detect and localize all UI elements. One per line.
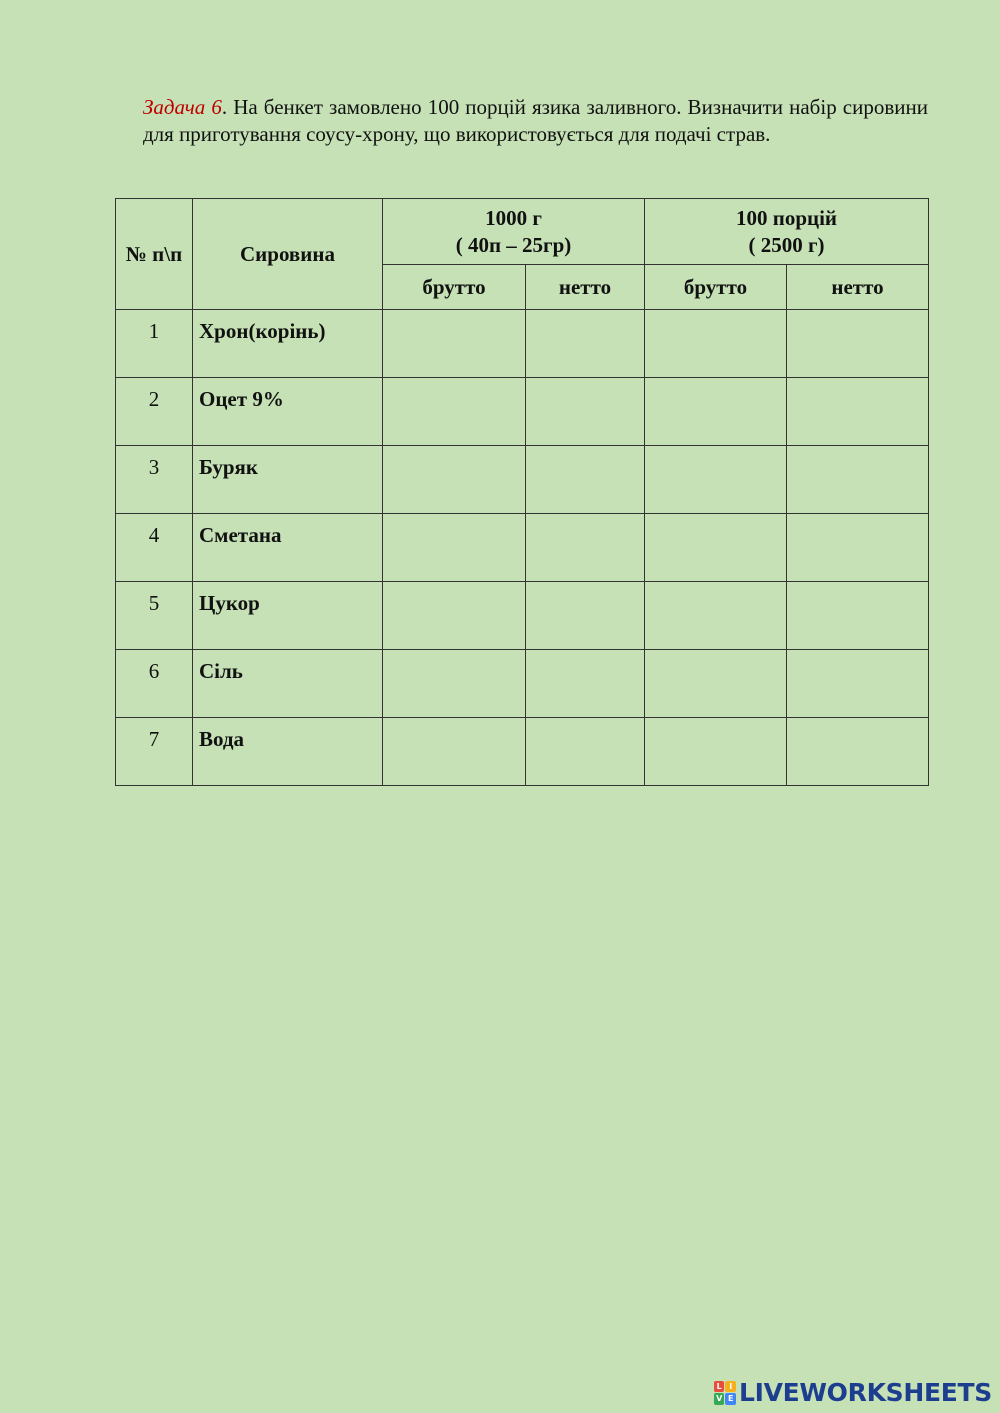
input-cell[interactable] (787, 514, 929, 582)
input-cell[interactable] (526, 650, 645, 718)
input-cell[interactable] (645, 446, 787, 514)
logo-icon-letter: L (714, 1381, 725, 1393)
table-row (116, 446, 929, 514)
input-cell[interactable] (787, 650, 929, 718)
input-cell[interactable] (526, 378, 645, 446)
row-num: 2 (116, 378, 193, 446)
input-cell[interactable] (526, 446, 645, 514)
table-row (116, 514, 929, 582)
table-row (116, 650, 929, 718)
header-group-100-portions (645, 199, 929, 265)
row-num: 3 (116, 446, 193, 514)
header-netto-2: нетто (787, 265, 929, 310)
row-item: Хрон(корінь) (193, 310, 383, 378)
row-num: 5 (116, 582, 193, 650)
header-netto-1: нетто (526, 265, 645, 310)
input-cell[interactable] (383, 446, 526, 514)
input-cell[interactable] (787, 582, 929, 650)
input-cell[interactable] (787, 718, 929, 786)
row-item: Оцет 9% (193, 378, 383, 446)
header-group-1000g-line2: ( 40п – 25гр) (455, 232, 572, 257)
row-num: 7 (116, 718, 193, 786)
row-item: Вода (193, 718, 383, 786)
liveworksheets-logo-text: LIVEWORKSHEETS (738, 1378, 992, 1407)
table-row (116, 310, 929, 378)
input-cell[interactable] (383, 718, 526, 786)
header-brutto-1: брутто (383, 265, 526, 310)
input-cell[interactable] (383, 650, 526, 718)
input-cell[interactable] (645, 514, 787, 582)
input-cell[interactable] (645, 650, 787, 718)
row-num: 6 (116, 650, 193, 718)
table-row (116, 718, 929, 786)
header-group-100-portions-line2: ( 2500 г) (748, 232, 825, 257)
row-item: Цукор (193, 582, 383, 650)
input-cell[interactable] (645, 378, 787, 446)
table-row (116, 582, 929, 650)
header-num: № п\п (116, 199, 193, 310)
input-cell[interactable] (787, 378, 929, 446)
input-cell[interactable] (526, 582, 645, 650)
header-group-1000g (383, 199, 645, 265)
header-group-100-portions-line1: 100 порцій (735, 205, 838, 230)
input-cell[interactable] (787, 446, 929, 514)
liveworksheets-logo (714, 1378, 992, 1407)
input-cell[interactable] (383, 514, 526, 582)
task-title: Задача 6 (143, 95, 222, 119)
logo-icon-letter: V (714, 1393, 725, 1405)
logo-icon-letter: I (725, 1381, 736, 1393)
input-cell[interactable] (645, 310, 787, 378)
header-item: Сировина (193, 199, 383, 310)
input-cell[interactable] (645, 582, 787, 650)
liveworksheets-icon (714, 1381, 736, 1405)
task-text: . На бенкет замовлено 100 порцій язика заливного. Визначити набір сировини для приготування соусу-хрону, що використовується для подачі страв. (143, 95, 928, 146)
header-brutto-2: брутто (645, 265, 787, 310)
row-item: Сіль (193, 650, 383, 718)
input-cell[interactable] (526, 514, 645, 582)
row-num: 4 (116, 514, 193, 582)
row-item: Буряк (193, 446, 383, 514)
input-cell[interactable] (787, 310, 929, 378)
header-group-1000g-line1: 1000 г (485, 205, 542, 230)
input-cell[interactable] (645, 718, 787, 786)
logo-icon-letter: E (725, 1393, 736, 1405)
row-num: 1 (116, 310, 193, 378)
row-item: Сметана (193, 514, 383, 582)
input-cell[interactable] (383, 582, 526, 650)
input-cell[interactable] (526, 310, 645, 378)
input-cell[interactable] (526, 718, 645, 786)
task-paragraph (143, 94, 928, 148)
table-row (116, 378, 929, 446)
input-cell[interactable] (383, 310, 526, 378)
ingredients-table (115, 198, 929, 786)
input-cell[interactable] (383, 378, 526, 446)
